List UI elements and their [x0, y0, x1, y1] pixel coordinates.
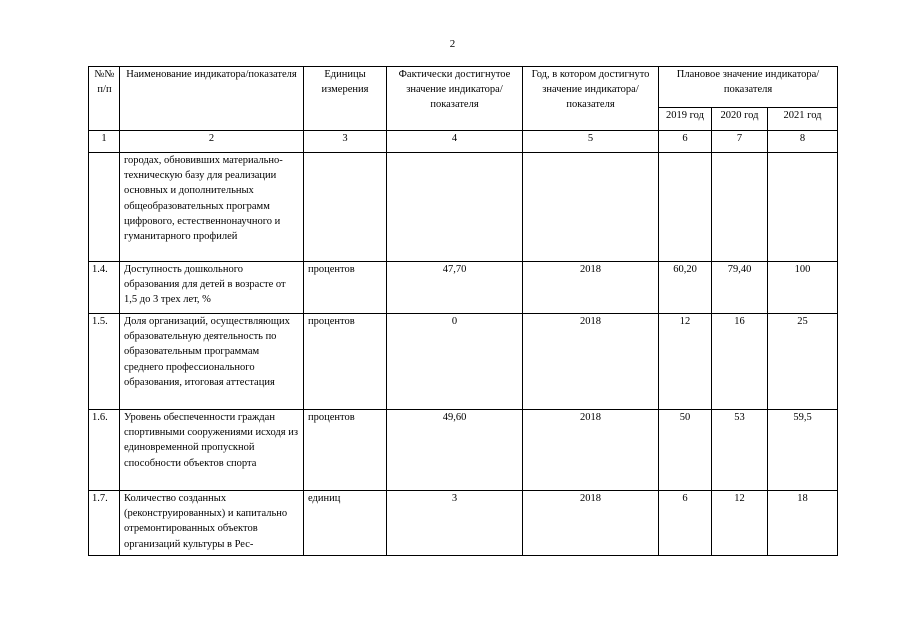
column-number: 8: [768, 131, 838, 153]
column-number: 1: [89, 131, 120, 153]
header-name: Наименование индикатора/показателя: [120, 67, 304, 131]
row-actual: 49,60: [387, 410, 523, 491]
row-2019: 6: [659, 491, 712, 556]
column-number: 3: [304, 131, 387, 153]
row-name: городах, обновивших материально-техническую базу для реализации основных и дополнительных общеобразовательных программ цифрового, естественнонаучного и гуманитарного профилей: [120, 153, 304, 262]
header-units: Единицы измерения: [304, 67, 387, 131]
row-2020: 16: [712, 314, 768, 410]
row-units: процентов: [304, 314, 387, 410]
row-2020: 53: [712, 410, 768, 491]
row-2019: [659, 153, 712, 262]
row-2020: 79,40: [712, 262, 768, 314]
row-2021: [768, 153, 838, 262]
row-code: 1.4.: [89, 262, 120, 314]
column-number: 2: [120, 131, 304, 153]
column-number: 5: [523, 131, 659, 153]
row-year: 2018: [523, 314, 659, 410]
page-number: 2: [449, 38, 456, 50]
row-actual: [387, 153, 523, 262]
header-2019: 2019 год: [659, 108, 712, 131]
row-code: 1.6.: [89, 410, 120, 491]
row-name: Количество созданных (реконструированных) и капитально отремонтированных объектов организаций культуры в Рес-: [120, 491, 304, 556]
row-actual: 3: [387, 491, 523, 556]
column-numbers-row: [89, 131, 838, 153]
row-actual: 47,70: [387, 262, 523, 314]
row-year: 2018: [523, 410, 659, 491]
row-actual: 0: [387, 314, 523, 410]
row-2020: 12: [712, 491, 768, 556]
row-2021: 59,5: [768, 410, 838, 491]
table-row: [89, 262, 838, 314]
row-name: Доля организаций, осуществляющих образовательную деятельность по образовательным программам среднего профессионального образования, итоговая аттестация: [120, 314, 304, 410]
header-year: Год, в котором достигнуто значение индикатора/показателя: [523, 67, 659, 131]
row-2019: 60,20: [659, 262, 712, 314]
header-2020: 2020 год: [712, 108, 768, 131]
row-units: [304, 153, 387, 262]
table-row: [89, 491, 838, 556]
column-number: 4: [387, 131, 523, 153]
row-units: процентов: [304, 262, 387, 314]
row-year: [523, 153, 659, 262]
column-number: 7: [712, 131, 768, 153]
table-row: [89, 153, 838, 262]
row-2021: 18: [768, 491, 838, 556]
row-year: 2018: [523, 491, 659, 556]
row-2020: [712, 153, 768, 262]
column-number: 6: [659, 131, 712, 153]
header-planned: Плановое значение индикатора/показателя: [659, 67, 838, 108]
header-2021: 2021 год: [768, 108, 838, 131]
row-code: 1.5.: [89, 314, 120, 410]
indicators-table: [88, 66, 838, 556]
header-num: №№ п/п: [89, 67, 120, 131]
row-2019: 12: [659, 314, 712, 410]
row-name: Доступность дошкольного образования для детей в возрасте от 1,5 до 3 трех лет, %: [120, 262, 304, 314]
header-actual: Фактически достигнутое значение индикатора/показателя: [387, 67, 523, 131]
table-row: [89, 314, 838, 410]
row-2021: 100: [768, 262, 838, 314]
row-name: Уровень обеспеченности граждан спортивными сооружениями исходя из единовременной пропускной способности объектов спорта: [120, 410, 304, 491]
row-code: 1.7.: [89, 491, 120, 556]
row-2019: 50: [659, 410, 712, 491]
table-row: [89, 410, 838, 491]
row-year: 2018: [523, 262, 659, 314]
row-units: единиц: [304, 491, 387, 556]
row-code: [89, 153, 120, 262]
row-units: процентов: [304, 410, 387, 491]
row-2021: 25: [768, 314, 838, 410]
